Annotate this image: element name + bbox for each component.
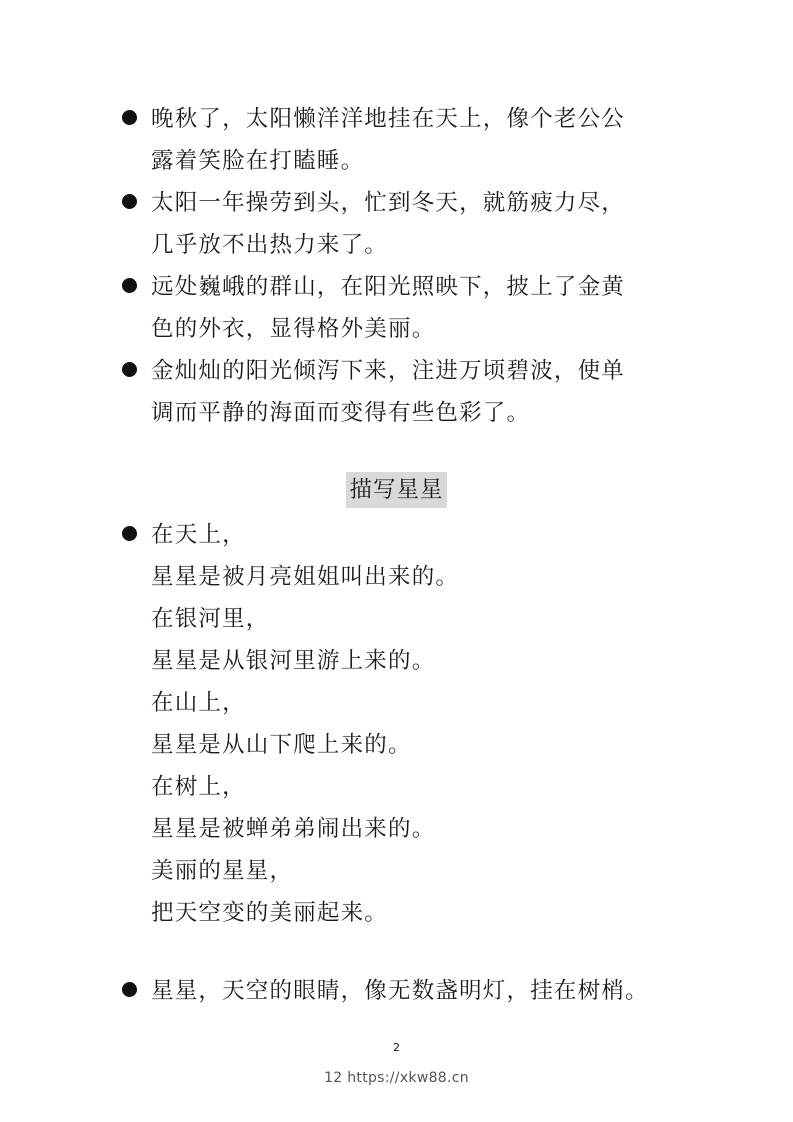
bullet-item <box>120 180 680 264</box>
section-heading: 描写星星 <box>346 472 446 508</box>
bullet-item <box>120 348 680 432</box>
bullet-dot-icon <box>122 526 137 541</box>
bullet-item <box>120 264 680 348</box>
poem-line: 星星是从银河里游上来的。 <box>151 648 436 674</box>
bullet-text: 几乎放不出热力来了。 <box>151 232 389 258</box>
bullet-text: 远处巍峨的群山，在阳光照映下，披上了金黄 <box>151 274 626 300</box>
sun-descriptions <box>120 96 680 432</box>
poem-line: 在树上， <box>151 774 246 800</box>
bullet-text: 色的外衣，显得格外美丽。 <box>151 316 436 342</box>
poem-line: 在银河里， <box>151 606 270 632</box>
poem-line: 星星是从山下爬上来的。 <box>151 732 412 758</box>
section-heading-wrap <box>0 472 793 508</box>
poem-line: 美丽的星星， <box>151 858 294 884</box>
star-simile <box>120 968 680 1010</box>
bullet-text: 太阳一年操劳到头，忙到冬天，就筋疲力尽， <box>151 190 626 216</box>
bullet-text: 调而平静的海面而变得有些色彩了。 <box>151 400 531 426</box>
poem-line: 在山上， <box>151 690 246 716</box>
bullet-dot-icon <box>122 362 137 377</box>
bullet-dot-icon <box>122 194 137 209</box>
bullet-item <box>120 96 680 180</box>
bullet-dot-icon <box>122 982 137 997</box>
page-number: 2 <box>393 1041 400 1054</box>
bullet-dot-icon <box>122 278 137 293</box>
poem-line: 星星是被蝉弟弟闹出来的。 <box>151 816 436 842</box>
bullet-dot-icon <box>122 110 137 125</box>
poem-line: 把天空变的美丽起来。 <box>151 900 389 926</box>
poem-line: 星星是被月亮姐姐叫出来的。 <box>151 564 460 590</box>
bullet-text: 露着笑脸在打瞌睡。 <box>151 148 365 174</box>
star-poem <box>120 512 680 932</box>
poem-line: 在天上， <box>151 522 246 548</box>
bullet-text: 晚秋了，太阳懒洋洋地挂在天上，像个老公公 <box>151 106 626 132</box>
footer-watermark: 12 https://xkw88.cn <box>324 1070 469 1086</box>
bullet-text: 星星，天空的眼睛，像无数盏明灯，挂在树梢。 <box>151 978 649 1004</box>
bullet-text: 金灿灿的阳光倾泻下来，注进万顷碧波，使单 <box>151 358 626 384</box>
